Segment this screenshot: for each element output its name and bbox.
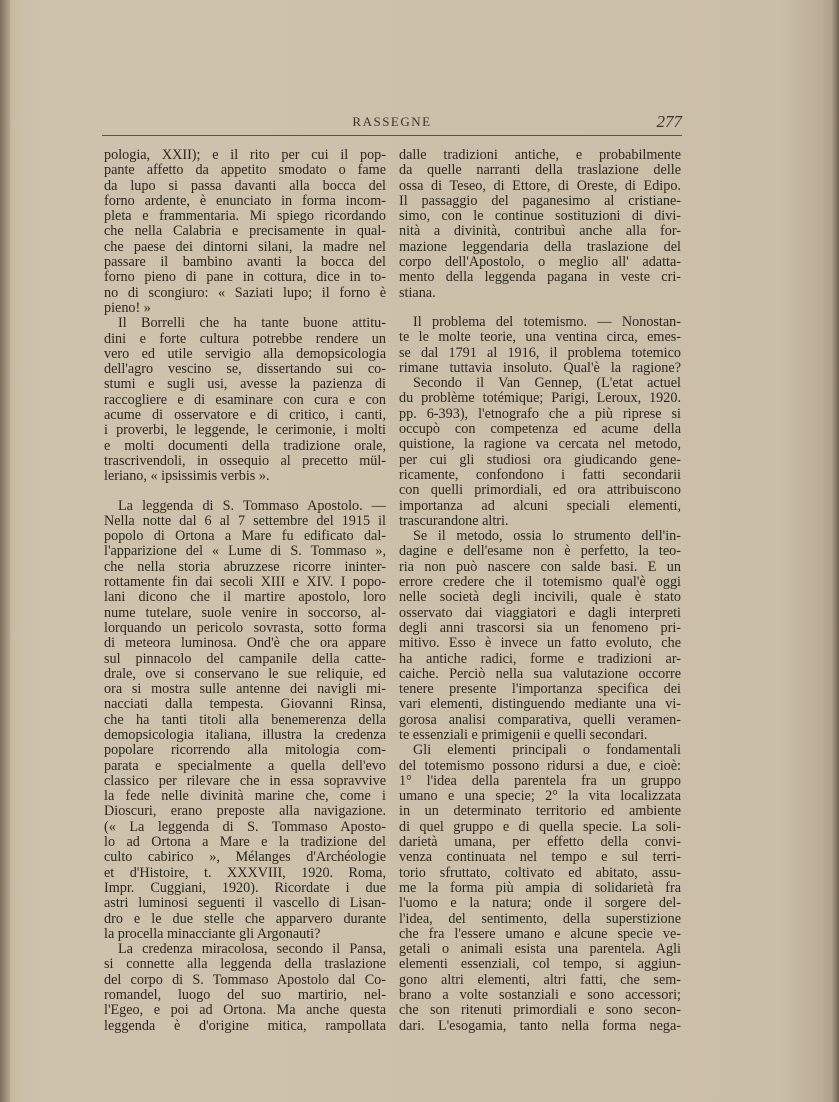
text-line: e molti documenti della tradizione orale,: [104, 438, 386, 454]
text-line: l'uomo e la natura; onde il sorgere del-: [399, 896, 681, 912]
text-line: te le molte teorie, una ventina circa, emes-: [399, 330, 681, 346]
text-line: getali o animali esista una parentela. Agli: [399, 942, 681, 958]
text-line: classico per rilevare che in essa sopravvive: [104, 773, 386, 789]
text-line: culto cabirico », Mélanges d'Archéologie: [104, 850, 386, 866]
text-line: passare il bambino avanti la bocca del: [104, 255, 386, 271]
running-header-title: RASSEGNE: [352, 114, 432, 129]
text-line: da lupo si passa davanti alla bocca del: [104, 178, 386, 194]
text-line: ha antiche radici, forme e tradizioni ar-: [399, 651, 681, 667]
right-text-column: [399, 148, 681, 1034]
text-line: du problème totémique; Parigi, Leroux, 1920.: [399, 391, 681, 407]
text-line: te essenziali e primigenii e quelli secondari.: [399, 727, 648, 743]
text-line: romandel, luogo del suo martirio, nel-: [104, 988, 386, 1004]
text-line: l'Egeo, e poi ad Ortona. Ma anche questa: [104, 1003, 386, 1019]
text-line: trascrivendoli, in ossequio al precetto mül-: [104, 453, 386, 469]
text-line: venza continuata nel tempo e sul terri-: [399, 850, 681, 866]
text-line: gorosa analisi comparativa, quelli veramen-: [399, 712, 681, 728]
text-line: Il passaggio del paganesimo al cristiane-: [399, 193, 681, 209]
text-line: per cui gli studiosi ora giudicando gene-: [399, 452, 681, 468]
text-line: forno pieno di pane in cottura, dice in to-: [104, 270, 386, 286]
text-line: corpo dell'Apostolo, o meglio all' adatta-: [399, 255, 681, 271]
text-line: di quel gruppo e di quella specie. La soli-: [399, 819, 681, 835]
text-line: quistione, la ragione va cercata nel metodo,: [399, 437, 681, 453]
text-line: che nella Calabria e precisamente in qual-: [104, 224, 386, 240]
text-line: che son ritenuti primordiali e sono secon-: [399, 1003, 681, 1019]
text-line: forno ardente, è enunciato in forma incom-: [104, 193, 386, 209]
text-line: Il Borrelli che ha tante buone attitu-: [118, 316, 386, 332]
text-line: popolare ricorrendo alla mitologia com-: [104, 743, 386, 759]
text-line: parata e specialmente a quella dell'evo: [104, 758, 386, 774]
text-line: che fra l'essere umano e alcune specie ve-: [399, 926, 681, 942]
text-line: degli anni trascorsi sia un fenomeno pri-: [399, 620, 681, 636]
text-line: del totemismo possono ridursi a due, e cioè:: [399, 758, 681, 774]
text-line: dagine e dell'esame non è perfetto, la teo-: [399, 544, 681, 560]
text-line: pieno! »: [104, 300, 151, 316]
text-line: l'idea, del sentimento, della superstizione: [399, 911, 681, 927]
text-line: con quelli primordiali, ed ora attribuiscono: [399, 483, 681, 499]
text-line: mento della leggenda pagana in veste cri-: [399, 270, 681, 286]
text-line: pante affetto da appetito smodato o fame: [104, 163, 386, 179]
text-line: che nella storia abruzzese ricorre ininter-: [104, 559, 386, 575]
text-line: demopsicologia italiana, illustra la credenza: [104, 727, 386, 743]
text-line: La credenza miracolosa, secondo il Pansa,: [118, 942, 386, 958]
text-line: torio sfruttato, coltivato ed abitato, assu-: [399, 865, 681, 881]
text-line: rimane tuttavia insoluto. Qual'è la ragione?: [399, 360, 681, 376]
text-line: da quelle narranti della traslazione delle: [399, 163, 681, 179]
text-line: osservato dai viaggiatori e dagli interpreti: [399, 605, 681, 621]
text-line: vero ed utile servigio alla demopsicologia: [104, 346, 386, 362]
running-header: [102, 114, 682, 136]
text-line: leggenda è d'origine mitica, rampollata: [104, 1018, 386, 1034]
text-line: brano a volte sostanziali e sono accessori;: [399, 988, 681, 1004]
left-text-column: [104, 148, 386, 1034]
text-line: sul pinnacolo del campanile della catte-: [104, 651, 386, 667]
text-line: (« La leggenda di S. Tommaso Aposto-: [104, 819, 386, 835]
text-line: gono altri elementi, altri fatti, che sem-: [399, 972, 681, 988]
text-line: di meteora luminosa. Ond'è che ora appare: [104, 636, 386, 652]
text-line: et d'Histoire, t. XXXVIII, 1920. Roma,: [104, 865, 386, 881]
text-line: Se il metodo, ossia lo strumento dell'in-: [413, 529, 681, 545]
text-line: occupò con competenza ed acume della: [399, 422, 681, 438]
text-line: pleta e frammentaria. Mi spiego ricordando: [104, 209, 386, 225]
text-line: ora si mostra sulle antenne dei navigli mi-: [104, 682, 386, 698]
text-line: nità a divinità, contribuì anche alla for-: [399, 224, 681, 240]
text-line: nume tutelare, suole venire in soccorso, al-: [104, 605, 386, 621]
text-line: mazione leggendaria della traslazione del: [399, 239, 681, 255]
text-line: raccogliere e di esaminare con cura e con: [104, 392, 386, 408]
text-line: ossa di Teseo, di Ettore, di Oreste, di Edipo.: [399, 178, 681, 194]
text-line: ria non può nascere con salde basi. È un: [399, 559, 681, 575]
text-line: importanza ad alcuni speciali elementi,: [399, 498, 681, 514]
text-line: che paese dei dintorni silani, la madre nel: [104, 239, 386, 255]
text-line: stumi e sugli usi, avesse la pazienza di: [104, 377, 386, 393]
text-line: dini e forte cultura potrebbe rendere un: [104, 331, 386, 347]
text-line: Gli elementi principali o fondamentali: [413, 743, 681, 759]
text-line: in un determinato territorio ed ambiente: [399, 804, 681, 820]
text-line: Il problema del totemismo. — Nonostan-: [413, 314, 681, 330]
text-line: pologia, XXII); e il rito per cui il pop-: [104, 148, 386, 163]
header-rule: [102, 135, 682, 136]
text-line: del corpo di S. Tommaso Apostolo dal Co-: [104, 972, 386, 988]
page-right-edge-shadow: [831, 0, 839, 1102]
text-line: La leggenda di S. Tommaso Apostolo. —: [118, 498, 386, 514]
text-line: simo, con le continue sostituzioni di divi-: [399, 209, 681, 225]
text-line: pp. 6-393), l'etnografo che a più riprese si: [399, 406, 681, 422]
text-line: trascurandone altri.: [399, 513, 509, 529]
text-line: Secondo il Van Gennep, (L'etat actuel: [413, 376, 681, 392]
text-line: lani dicono che il martire apostolo, loro: [104, 590, 386, 606]
text-line: i proverbi, le leggende, le cerimonie, i molti: [104, 423, 386, 439]
text-line: lorquando un pericolo sovrasta, sotto forma: [104, 620, 386, 636]
text-line: no di scongiuro: « Saziati lupo; il forno è: [104, 285, 386, 301]
text-line: elementi essenziali, col tempo, si aggiun-: [399, 957, 681, 973]
text-line: la procella minacciante gli Argonauti?: [104, 926, 321, 942]
text-line: drale, ove si conservano le sue reliquie, ed: [104, 666, 386, 682]
text-line: la fede nelle divinità marine che, come i: [104, 789, 386, 805]
text-line: dell'agro vescino se, dissertando sui co-: [104, 362, 386, 378]
page-left-edge-shadow: [0, 0, 10, 1102]
text-line: dalle tradizioni antiche, e probabilmente: [399, 148, 681, 163]
text-line: 1° l'idea della parentela fra un gruppo: [399, 773, 681, 789]
text-line: l'apparizione del « Lume di S. Tommaso »,: [104, 544, 386, 560]
text-line: nacciati dalla tempesta. Giovanni Rinsa,: [104, 697, 386, 713]
text-line: leriano, « ipsissimis verbis ».: [104, 469, 270, 485]
text-line: tenere presente l'importanza specifica dei: [399, 682, 681, 698]
page-number: 277: [656, 112, 682, 131]
text-line: rottamente fin dai secoli XIII e XIV. I popo-: [104, 575, 386, 591]
text-line: dari. L'esogamia, tanto nella forma nega-: [399, 1018, 681, 1034]
text-line: acume di osservatore e di critico, i canti,: [104, 408, 386, 424]
text-line: ricamente, confondono i fatti secondarii: [399, 467, 681, 483]
text-line: me la forma più ampia di solidarietà fra: [399, 880, 681, 896]
text-line: Dioscuri, erano preposte alla navigazione.: [104, 804, 386, 820]
text-line: umano e una specie; 2° la vita localizzata: [399, 789, 681, 805]
text-line: darietà umana, per effetto della convi-: [399, 835, 681, 851]
text-line: Nella notte dal 6 al 7 settembre del 1915 il: [104, 513, 386, 529]
text-line: Impr. Cuggiani, 1920). Ricordate i due: [104, 880, 386, 896]
text-line: caiche. Perciò nella sua valutazione occorre: [399, 666, 681, 682]
text-line: astri luminosi seguenti il vascello di Lisan-: [104, 896, 386, 912]
text-line: popolo di Ortona a Mare fu edificato dal-: [104, 529, 386, 545]
text-line: mitivo. Esso è invece un fatto evoluto, che: [399, 636, 681, 652]
text-line: si connette alla leggenda della traslazione: [104, 957, 386, 973]
text-line: se dal 1791 al 1916, il problema totemico: [399, 345, 681, 361]
text-line: stiana.: [399, 285, 436, 301]
text-line: vari elementi, distinguendo mediante una vi-: [399, 697, 681, 713]
text-line: che ha tanti titoli alla benemerenza della: [104, 712, 386, 728]
text-line: errore credere che il totemismo qual'è oggi: [399, 575, 681, 591]
text-line: nelle società degli incivili, quale è stato: [399, 590, 681, 606]
text-line: dro e le due stelle che apparvero durante: [104, 911, 386, 927]
text-line: lo ad Ortona a Mare e la tradizione del: [104, 835, 386, 851]
